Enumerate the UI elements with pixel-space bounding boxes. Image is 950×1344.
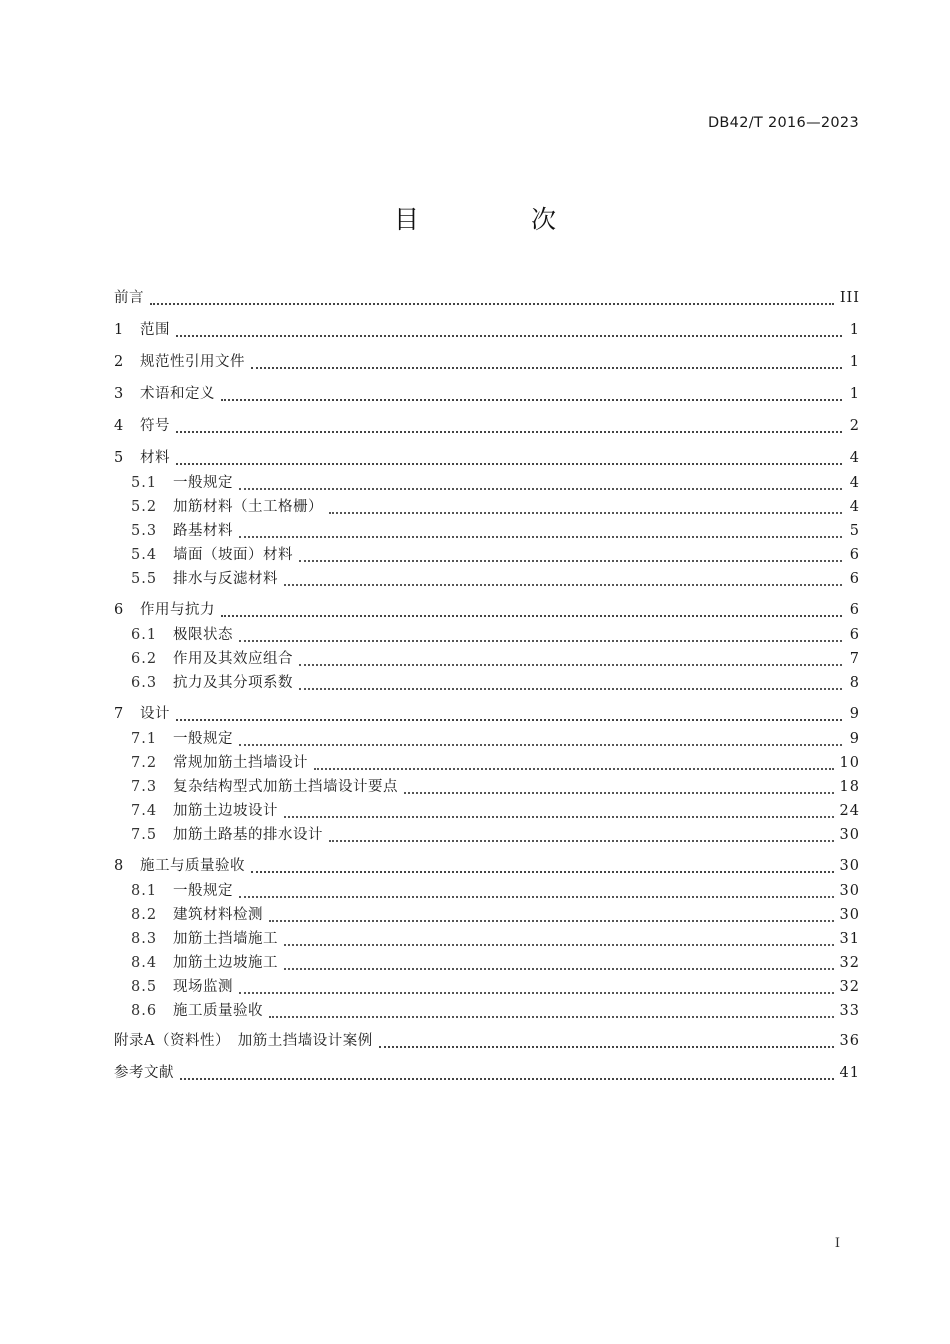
dot-leader [239,743,842,746]
toc-entry-label: 复杂结构型式加筋土挡墙设计要点 [173,779,398,795]
toc-entry-label: 建筑材料检测 [173,907,263,923]
toc-entry[interactable] [114,351,860,373]
toc-entry-number: 6.1 [131,627,158,643]
toc-entry-page: 30 [839,827,860,843]
toc-entry-appendix-a[interactable] [114,1030,860,1052]
toc-entry-number: 5.5 [131,571,158,587]
dot-leader [284,583,842,586]
dot-leader [176,462,842,465]
toc-entry[interactable] [114,703,860,725]
toc-entry-page: 6 [849,602,860,618]
toc-entry-page: 31 [839,931,860,947]
toc-subentry[interactable] [114,776,860,798]
toc-entry-page: 18 [839,779,860,795]
toc-subentry[interactable] [114,904,860,926]
toc-entry-number: 7.1 [131,731,158,747]
toc-entry-number: 6.2 [131,651,158,667]
dot-leader [251,870,834,873]
dot-leader [329,839,834,842]
toc-subentry[interactable] [114,752,860,774]
toc-subentry[interactable] [114,496,860,518]
toc-entry-label: 加筋材料（土工格栅） [173,499,323,515]
dot-leader [251,366,842,369]
toc-entry-page: 41 [839,1065,860,1081]
toc-entry[interactable] [114,319,860,341]
dot-leader [299,687,842,690]
toc-subentry[interactable] [114,648,860,670]
toc-entry-page: 6 [849,627,860,643]
toc-entry-page: 4 [849,450,860,466]
toc-entry-label: 一般规定 [173,731,233,747]
toc-entry-page: 30 [839,858,860,874]
toc-subentry[interactable] [114,672,860,694]
dot-leader [329,511,842,514]
dot-leader [221,614,842,617]
page-title: 目 次 [394,205,608,234]
toc-entry-label: 前言 [114,290,144,306]
toc-entry-bibliography[interactable] [114,1062,860,1084]
toc-entry-label: 参考文献 [114,1065,174,1081]
toc-entry-number: 6.3 [131,675,158,691]
toc-entry-label: 加筋土路基的排水设计 [173,827,323,843]
toc-subentry[interactable] [114,728,860,750]
dot-leader [221,398,842,401]
toc-entry-page: 9 [849,731,860,747]
toc-entry-label: 施工质量验收 [173,1003,263,1019]
toc-entry-number: 7 [114,706,125,722]
toc-entry-number: 7.5 [131,827,158,843]
toc-entry-page: 2 [849,418,860,434]
toc-entry-page: 30 [839,883,860,899]
toc-entry-page: 7 [849,651,860,667]
dot-leader [284,815,834,818]
toc-entry-number: 7.3 [131,779,158,795]
toc-entry-number: 8.5 [131,979,158,995]
dot-leader [176,718,842,721]
toc-entry-number: 5.1 [131,475,158,491]
toc-subentry[interactable] [114,880,860,902]
toc-entry-number: 8 [114,858,125,874]
toc-entry-number: 8.4 [131,955,158,971]
toc-entry-page: 4 [849,499,860,515]
toc-entry-page: 24 [839,803,860,819]
toc-subentry[interactable] [114,824,860,846]
toc-entry-number: 8.6 [131,1003,158,1019]
toc-subentry[interactable] [114,928,860,950]
toc-entry-number: 5 [114,450,125,466]
toc-entry-number: 2 [114,354,125,370]
toc-entry-label: 材料 [140,450,170,466]
toc-entry-foreword[interactable] [114,287,860,309]
toc-entry-number: 5.2 [131,499,158,515]
dot-leader [239,639,842,642]
toc-entry-page: 10 [839,755,860,771]
toc-subentry[interactable] [114,624,860,646]
toc-entry-label: 作用及其效应组合 [173,651,293,667]
toc-entry-page: 33 [839,1003,860,1019]
toc-entry-label: 术语和定义 [140,386,215,402]
toc-entry-number: 6 [114,602,125,618]
toc-entry[interactable] [114,415,860,437]
toc-entry-page: 32 [839,955,860,971]
toc-entry-label: 一般规定 [173,475,233,491]
toc-entry-page: III [839,290,860,306]
toc-entry-label: 加筋土边坡施工 [173,955,278,971]
toc-entry-number: 8.3 [131,931,158,947]
toc-entry-label: 极限状态 [173,627,233,643]
toc-entry-page: 8 [849,675,860,691]
toc-entry-label: 设计 [140,706,170,722]
toc-entry-label: 常规加筋土挡墙设计 [173,755,308,771]
toc-subentry[interactable] [114,544,860,566]
toc-subentry[interactable] [114,1000,860,1022]
toc-entry-label: 路基材料 [173,523,233,539]
toc-entry-number: 4 [114,418,125,434]
toc-entry-label: 加筋土边坡设计 [173,803,278,819]
dot-leader [379,1045,834,1048]
dot-leader [239,895,834,898]
toc-subentry[interactable] [114,568,860,590]
toc-entry-label: 墙面（坡面）材料 [173,547,293,563]
dot-leader [176,334,842,337]
toc-entry-label: 抗力及其分项系数 [173,675,293,691]
dot-leader [239,535,842,538]
toc-entry-label: 施工与质量验收 [140,858,245,874]
dot-leader [269,1015,834,1018]
dot-leader [150,302,834,305]
toc-entry-page: 6 [849,571,860,587]
page-number: I [834,1236,840,1251]
toc-entry-label: 排水与反滤材料 [173,571,278,587]
dot-leader [299,559,842,562]
toc-entry-number: 1 [114,322,125,338]
toc-entry-page: 9 [849,706,860,722]
dot-leader [269,919,834,922]
standard-code: DB42/T 2016—2023 [707,115,859,131]
toc-entry-number: 8.1 [131,883,158,899]
toc-subentry[interactable] [114,800,860,822]
toc-subentry[interactable] [114,520,860,542]
toc-entry-label: 范围 [140,322,170,338]
dot-leader [314,767,834,770]
dot-leader [180,1077,834,1080]
toc-entry-label: 现场监测 [173,979,233,995]
toc-entry-page: 30 [839,907,860,923]
toc-entry-page: 36 [839,1033,860,1049]
toc-entry[interactable] [114,855,860,877]
toc-subentry[interactable] [114,976,860,998]
toc-entry-number: 8.2 [131,907,158,923]
toc-entry-label: 一般规定 [173,883,233,899]
toc-subentry[interactable] [114,952,860,974]
toc-entry-page: 1 [849,386,860,402]
toc-entry-label: 加筋土挡墙施工 [173,931,278,947]
toc-entry-number: 7.2 [131,755,158,771]
toc-entry-page: 1 [849,354,860,370]
toc-entry-label: 作用与抗力 [140,602,215,618]
toc-entry-page: 5 [849,523,860,539]
toc-entry-number: 5.3 [131,523,158,539]
toc-entry-number: 5.4 [131,547,158,563]
toc-entry-page: 6 [849,547,860,563]
toc-entry-number: 3 [114,386,125,402]
toc-entry-page: 4 [849,475,860,491]
dot-leader [176,430,842,433]
toc-entry-page: 32 [839,979,860,995]
dot-leader [299,663,842,666]
toc-entry[interactable] [114,447,860,469]
toc-entry-label: 规范性引用文件 [140,354,245,370]
toc-entry-page: 1 [849,322,860,338]
toc-entry-number: 7.4 [131,803,158,819]
dot-leader [404,791,834,794]
dot-leader [239,487,842,490]
dot-leader [284,967,834,970]
toc-entry-label: 符号 [140,418,170,434]
toc-entry[interactable] [114,599,860,621]
dot-leader [239,991,834,994]
toc-entry[interactable] [114,383,860,405]
dot-leader [284,943,834,946]
toc-subentry[interactable] [114,472,860,494]
toc-entry-label: 附录A（资料性） 加筋土挡墙设计案例 [114,1033,373,1049]
